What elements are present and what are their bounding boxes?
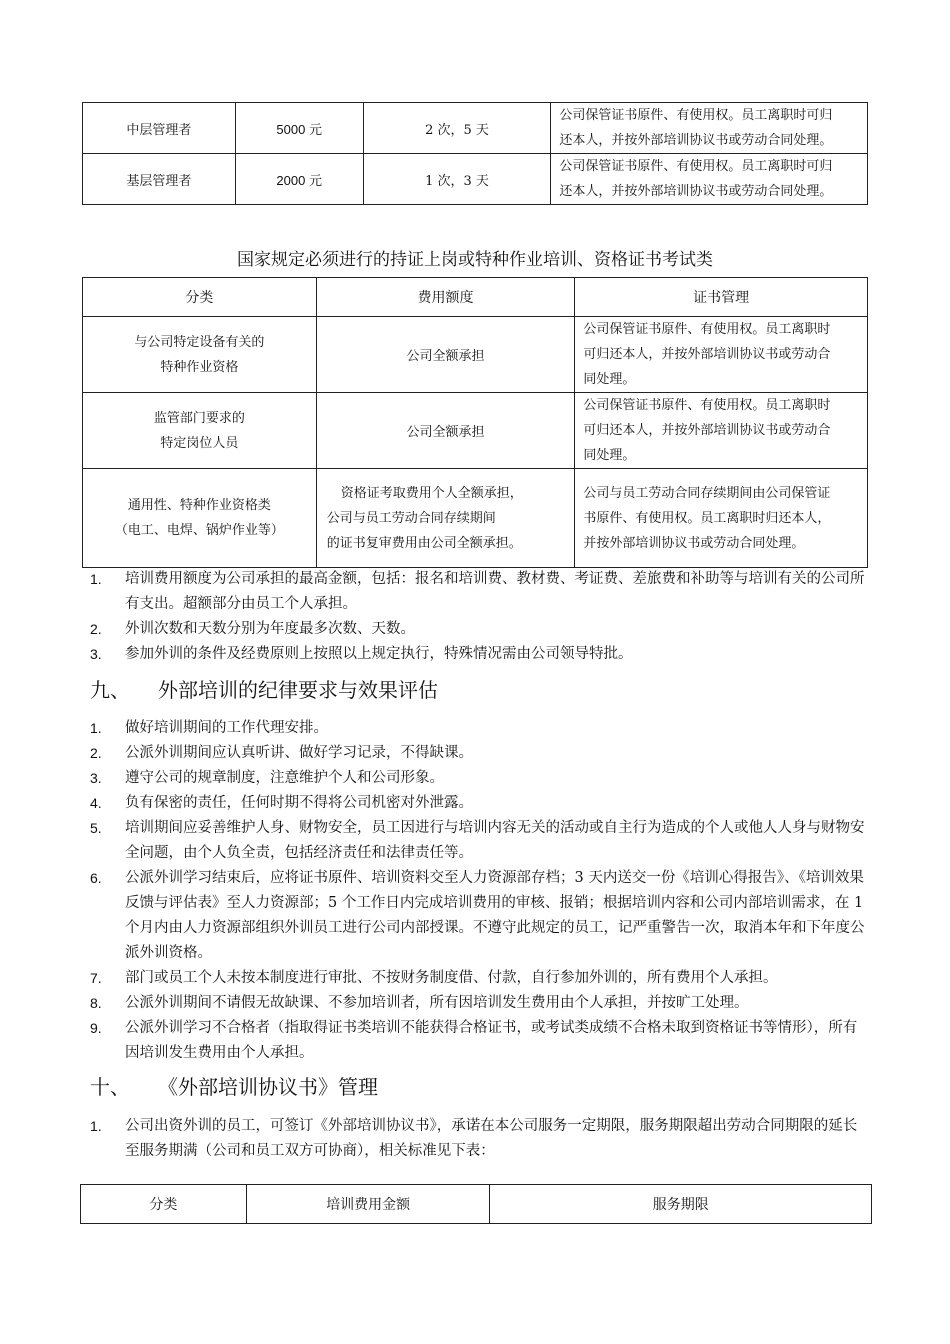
- section-10-heading: [90, 1071, 378, 1100]
- header-category: 分类: [81, 1185, 247, 1224]
- category-cell: [83, 317, 317, 393]
- cert-cell: [575, 393, 868, 469]
- fee-cell: 公司全额承担: [316, 393, 575, 469]
- list-number: 7.: [90, 970, 102, 986]
- section-title: 外部培训的纪律要求与效果评估: [158, 678, 438, 702]
- list-number: 2.: [90, 745, 102, 761]
- fee-cell: 公司全额承担: [316, 317, 575, 393]
- list-number: 6.: [90, 870, 102, 886]
- cert-note-cell: [551, 154, 868, 205]
- list-item: [90, 866, 870, 966]
- category-line: 与公司特定设备有关的: [134, 334, 265, 350]
- category-line: 特定岗位人员: [160, 435, 239, 451]
- fee-line: 公司与员工劳动合同存续期间: [326, 510, 496, 526]
- category-cell: [83, 469, 317, 568]
- list-number: 5.: [90, 820, 102, 836]
- list-text: 公司出资外训的员工，可签订《外部培训协议书》，承诺在本公司服务一定期限，服务期限超出劳动合同期限的延长至服务期满（公司和员工双方可协商），相关标准见下表：: [125, 1118, 858, 1159]
- list-item: [90, 1016, 870, 1066]
- table-row: [83, 103, 868, 154]
- section-10-list: [90, 1114, 870, 1164]
- cert-note-line: 还本人，并按外部培训协议书或劳动合同处理。: [559, 184, 833, 199]
- list-number: 1.: [90, 571, 102, 587]
- list-text: 公派外训学习结束后，应将证书原件、培训资料交至人力资源部存档；3 天内送交一份《培训心得报告》、《培训效果反馈与评估表》至人力资源部；5 个工作日内完成培训费用的审核、报销；根据培训内容和公司内部培训需求，在 1 个月内由人力资源部组织外训员工进行公司内部授课。不遵守此规定的员工，记严重警告一次，取消本年和下年度公派外训资格。: [125, 870, 865, 961]
- list-number: 1.: [90, 1118, 102, 1134]
- cert-note-cell: [551, 103, 868, 154]
- list-text: 做好培训期间的工作代理安排。: [125, 720, 328, 736]
- section-number: 九、: [90, 678, 130, 702]
- table-row: [83, 393, 868, 469]
- cert-line: 同处理。: [583, 372, 636, 387]
- cert-line: 公司保管证书原件、有使用权。员工离职时: [583, 398, 831, 413]
- list-text: 培训期间应妥善维护人身、财物安全，员工因进行与培训内容无关的活动或自主行为造成的个人或他人人身与财物安全问题，由个人负全责，包括经济责任和法律责任等。: [125, 820, 865, 861]
- list-number: 8.: [90, 995, 102, 1011]
- table-row: [83, 154, 868, 205]
- list-text: 公派外训学习不合格者（指取得证书类培训不能获得合格证书，或考试类成绩不合格未取到资格证书等情形），所有因培训发生费用由个人承担。: [125, 1020, 858, 1061]
- list-item: [90, 816, 870, 866]
- list-number: 1.: [90, 720, 102, 736]
- list-item: [90, 1114, 870, 1164]
- section-number: 十、: [90, 1075, 130, 1099]
- header-amount: 培训费用金额: [246, 1185, 490, 1224]
- cert-note-line: 公司保管证书原件、有使用权。员工离职时可归: [559, 108, 833, 123]
- list-text: 公派外训期间应认真听讲、做好学习记录，不得缺课。: [125, 745, 473, 761]
- header-period: 服务期限: [490, 1185, 872, 1224]
- times-cell: 2 次，5 天: [363, 103, 551, 154]
- cert-cell: [575, 469, 868, 568]
- cert-line: 同处理。: [583, 448, 636, 463]
- cert-training-table: [82, 277, 868, 568]
- cert-line: 并按外部培训协议书或劳动合同处理。: [583, 535, 805, 551]
- cert-note-line: 公司保管证书原件、有使用权。员工离职时可归: [559, 159, 833, 174]
- cert-line: 可归还本人，并按外部培训协议书或劳动合: [583, 423, 831, 438]
- list-item: [90, 966, 870, 991]
- category-cell: 基层管理者: [83, 154, 236, 205]
- header-fee: 费用额度: [316, 278, 575, 317]
- fee-line: 的证书复审费用由公司全额承担。: [326, 535, 522, 551]
- category-line: （电工、电焊、锅炉作业等）: [114, 523, 284, 538]
- list-text: 培训费用额度为公司承担的最高金额，包括：报名和培训费、教材费、考证费、差旅费和补助等与培训有关的公司所有支出。超额部分由员工个人承担。: [125, 571, 865, 612]
- list-text: 公派外训期间不请假无故缺课、不参加培训者，所有因培训发生费用由个人承担，并按旷工处理。: [125, 995, 749, 1011]
- list-item: [90, 766, 870, 791]
- list-item: [90, 791, 870, 816]
- table-row: [83, 317, 868, 393]
- list-item: [90, 567, 870, 617]
- list-item: [90, 741, 870, 766]
- section-9-list: [90, 716, 870, 1066]
- cert-table-title: 国家规定必须进行的持证上岗或特种作业培训、资格证书考试类: [237, 250, 713, 270]
- list-number: 3.: [90, 770, 102, 786]
- cert-cell: [575, 317, 868, 393]
- cert-line: 书原件、有使用权。员工离职时归还本人，: [583, 510, 831, 526]
- category-line: 特种作业资格: [160, 359, 239, 375]
- fee-notes-list: [90, 567, 870, 667]
- table-header-row: [83, 278, 868, 317]
- header-category: 分类: [83, 278, 317, 317]
- list-item: [90, 617, 870, 642]
- list-item: [90, 716, 870, 741]
- list-number: 9.: [90, 1020, 102, 1036]
- cert-note-line: 还本人，并按外部培训协议书或劳动合同处理。: [559, 133, 833, 148]
- times-cell: 1 次，3 天: [363, 154, 551, 205]
- category-line: 通用性、特种作业资格类: [127, 498, 271, 513]
- list-text: 遵守公司的规章制度，注意维护个人和公司形象。: [125, 770, 444, 786]
- category-line: 监管部门要求的: [153, 410, 245, 426]
- list-text: 参加外训的条件及经费原则上按照以上规定执行，特殊情况需由公司领导特批。: [125, 646, 633, 662]
- list-item: [90, 642, 870, 667]
- cert-line: 可归还本人，并按外部培训协议书或劳动合: [583, 347, 831, 362]
- service-period-table: [80, 1184, 872, 1224]
- list-number: 2.: [90, 621, 102, 637]
- list-text: 部门或员工个人未按本制度进行审批、不按财务制度借、付款，自行参加外训的，所有费用个人承担。: [125, 970, 778, 986]
- cert-line: 公司保管证书原件、有使用权。员工离职时: [583, 322, 831, 337]
- amount-cell: 2000 元: [235, 154, 363, 205]
- list-number: 4.: [90, 795, 102, 811]
- management-training-table: [82, 102, 868, 205]
- fee-line: 资格证考取费用个人全额承担，: [340, 485, 523, 501]
- cert-line: 公司与员工劳动合同存续期间由公司保管证: [583, 485, 831, 501]
- table-header-row: [81, 1185, 872, 1224]
- category-cell: 中层管理者: [83, 103, 236, 154]
- list-text: 外训次数和天数分别为年度最多次数、天数。: [125, 621, 415, 637]
- category-cell: [83, 393, 317, 469]
- list-text: 负有保密的责任，任何时期不得将公司机密对外泄露。: [125, 795, 473, 811]
- list-item: [90, 991, 870, 1016]
- amount-cell: 5000 元: [235, 103, 363, 154]
- list-number: 3.: [90, 646, 102, 662]
- header-cert: 证书管理: [575, 278, 868, 317]
- table-row: [83, 469, 868, 568]
- section-9-heading: [90, 674, 438, 703]
- section-title: 《外部培训协议书》管理: [158, 1075, 378, 1099]
- fee-cell: [316, 469, 575, 568]
